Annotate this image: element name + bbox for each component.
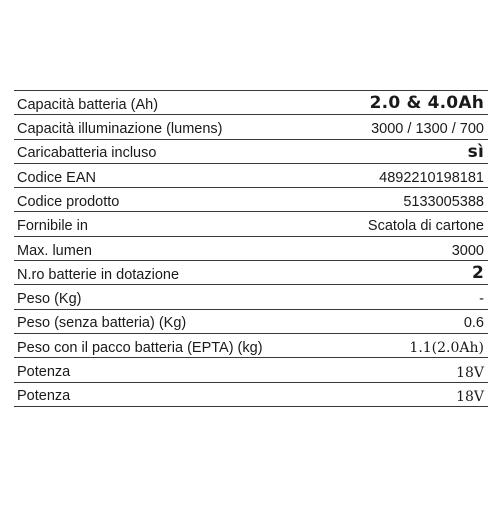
spec-row-weight: [14, 285, 488, 309]
spec-value: 18V: [456, 364, 484, 381]
spec-row-product-code: [14, 188, 488, 212]
spec-label: Caricabatteria incluso: [17, 145, 157, 162]
spec-label: Peso (senza batteria) (Kg): [17, 315, 187, 332]
spec-value: 3000: [451, 242, 484, 259]
spec-row-charger-included: [14, 140, 488, 164]
spec-value: 4892210198181: [379, 169, 484, 186]
spec-value: 0.6: [463, 315, 484, 332]
spec-label: Potenza: [17, 364, 71, 381]
spec-row-max-lumen: [14, 237, 488, 261]
spec-row-power: [14, 358, 488, 382]
spec-value: 2: [471, 263, 484, 284]
spec-row-weight-without-battery: [14, 310, 488, 334]
spec-label: Max. lumen: [17, 242, 92, 259]
spec-value: 2.0 & 4.0Ah: [369, 93, 484, 114]
spec-value: sì: [467, 141, 484, 162]
spec-row-ean-code: [14, 164, 488, 188]
spec-value: -: [479, 291, 484, 308]
spec-label: Codice EAN: [17, 169, 96, 186]
spec-value: 5133005388: [403, 193, 484, 210]
spec-table: [14, 90, 488, 407]
spec-row-supplied-in: [14, 212, 488, 236]
spec-row-battery-capacity: [14, 91, 488, 115]
spec-value: 18V: [456, 388, 484, 405]
spec-label: Potenza: [17, 388, 71, 405]
spec-label: Capacità batteria (Ah): [17, 96, 159, 113]
spec-row-weight-with-battery: [14, 334, 488, 358]
spec-label: N.ro batterie in dotazione: [17, 266, 180, 283]
spec-value: Scatola di cartone: [367, 218, 484, 235]
spec-label: Fornibile in: [17, 218, 88, 235]
spec-row-batteries-included: [14, 261, 488, 285]
spec-value: 3000 / 1300 / 700: [371, 121, 484, 138]
spec-label: Peso con il pacco batteria (EPTA) (kg): [17, 339, 263, 356]
spec-row-lighting-capacity: [14, 115, 488, 139]
spec-row-power: [14, 383, 488, 407]
spec-label: Codice prodotto: [17, 193, 120, 210]
spec-value: 1.1(2.0Ah): [409, 340, 484, 357]
spec-label: Capacità illuminazione (lumens): [17, 121, 223, 138]
spec-label: Peso (Kg): [17, 291, 82, 308]
